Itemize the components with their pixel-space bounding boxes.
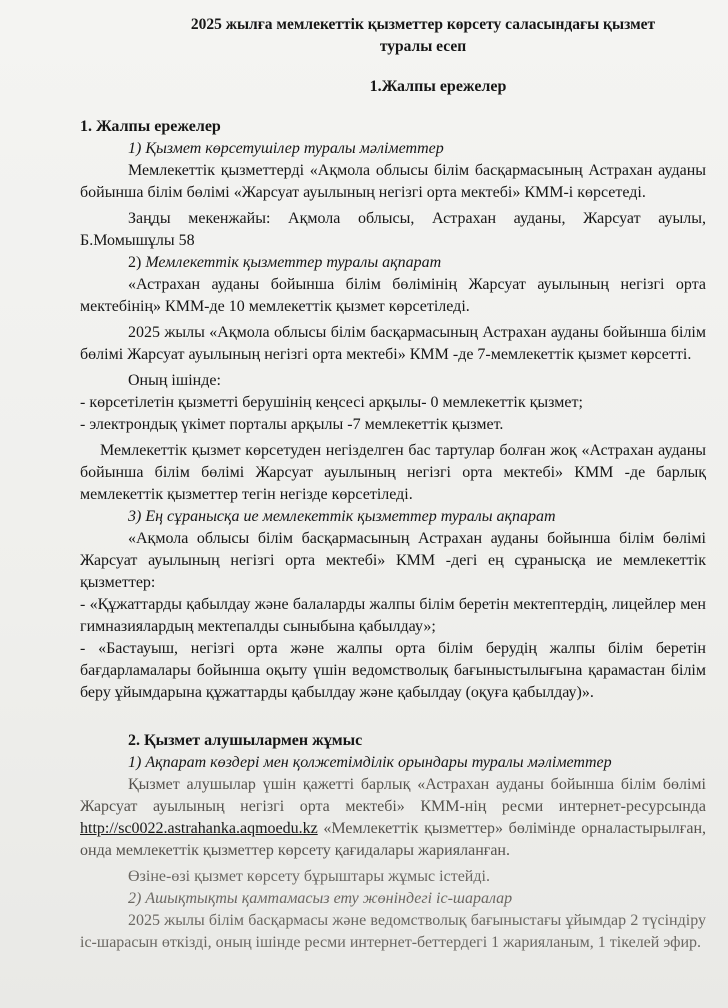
section1-paragraph-1: Мемлекеттік қызметтерді «Ақмола облысы білім басқармасының Астрахан ауданы бойынша білім бөлімі «Жарсуат ауылының негізгі орта мектебі» КММ-і көрсетеді. (80, 162, 706, 201)
section1-paragraph-5: Оның ішінде: (128, 372, 221, 389)
section2-subheading-2: 2) Ашықтықты қамтамасыз ету жөніндегі іс-шаралар (128, 890, 513, 907)
section1-subheading-2 (80, 252, 706, 274)
main-heading: 1.Жалпы ережелер (369, 78, 507, 95)
section1-paragraph-6: Мемлекеттік қызмет көрсетуден негізделген бас тартулар болған жоқ «Астрахан ауданы бойынша білім бөлімі Жарсуат ауылының негізгі орта мектебі» КММ -де барлық мемлекеттік қызметтер тегін негізде көрсетіледі. (80, 442, 706, 503)
section1-subheading-3: 3) Ең сұранысқа ие мемлекеттік қызметтер туралы ақпарат (128, 508, 556, 525)
list-item: - «Құжаттарды қабылдау және балаларды жалпы білім беретін мектептердің, лицейлер мен гимназиялардың мектепалды сыныбына қабылдау»; (80, 596, 706, 635)
section1-subheading-1: 1) Қызмет көрсетушілер туралы мәліметтер (128, 140, 444, 157)
report-title (80, 14, 706, 58)
section2-paragraph-1-end: «Мемлекеттік қызметтер» бөлімінде орналастырылған, онда мемлекеттік қызметтер көрсету қағидалары жарияланған. (80, 820, 706, 859)
section1-subheading-2-text: Мемлекеттік қызметтер туралы ақпарат (145, 254, 442, 271)
section1-subheading-2-number: 2) (128, 254, 146, 271)
section1-paragraph-3: «Астрахан ауданы бойынша білім бөлімінің Жарсуат ауылының негізгі орта мектебінің» КММ-де 10 мемлекеттік қызмет көрсетіледі. (80, 276, 706, 315)
list-item: - «Бастауыш, негізгі орта және жалпы орта білім берудің жалпы білім беретін бағдарламалары бойынша оқыту үшін ведомстволық бағыныстылығына қарамастан білім беру ұйымдарына құжаттарды қабылдау және қабылдау (оқуға қабылдау)». (80, 640, 706, 701)
school-website-link[interactable]: http://sc0022.astrahanka.aqmoedu.kz (80, 820, 318, 837)
section2-paragraph-1-start: Қызмет алушылар үшін қажетті барлық «Астрахан ауданы бойынша білім бөлімі Жарсуат ауылының негізгі орта мектебі» КММ-нің ресми интернет-ресурсында (80, 776, 706, 815)
section2-paragraph-1 (80, 774, 706, 862)
section1-paragraph-4: 2025 жылы «Ақмола облысы білім басқармасының Астрахан ауданы бойынша білім бөлімі Жарсуат ауылының негізгі орта мектебі» КММ -де 7-мемлекеттік қызмет көрсетті. (80, 324, 706, 363)
section2-paragraph-2: Өзіне-өзі қызмет көрсету бұрыштары жұмыс істейді. (128, 868, 490, 885)
section2-heading: 2. Қызмет алушылармен жұмыс (128, 732, 363, 749)
section2-paragraph-3: 2025 жылы білім басқармасы және ведомстволық бағыныстағы ұйымдар 2 түсіндіру іс-шарасын өткізді, оның ішінде ресми интернет-беттердегі 1 жарияланым, 1 тікелей эфир. (80, 912, 706, 951)
list-item: - электрондық үкімет порталы арқылы -7 мемлекеттік қызмет. (80, 416, 504, 433)
section1-paragraph-address: Заңды мекенжайы: Ақмола облысы, Астрахан ауданы, Жарсуат ауылы, Б.Момышұлы 58 (80, 210, 706, 249)
section2-subheading-1: 1) Ақпарат көздері мен қолжетімділік орындары туралы мәліметтер (128, 754, 612, 771)
section1-paragraph-7: «Ақмола облысы білім басқармасының Астрахан ауданы бойынша білім бөлімі Жарсуат ауылының негізгі орта мектебі» КММ -дегі ең сұранысқа ие мемлекеттік қызметтер: (80, 530, 706, 591)
report-title-line2: туралы есеп (379, 38, 467, 55)
section1-heading: 1. Жалпы ережелер (80, 118, 221, 135)
report-title-line1: 2025 жылға мемлекеттік қызметтер көрсету саласындағы қызмет (190, 16, 656, 33)
list-item: - көрсетілетін қызметті берушінің кеңсесі арқылы- 0 мемлекеттік қызмет; (80, 394, 583, 411)
